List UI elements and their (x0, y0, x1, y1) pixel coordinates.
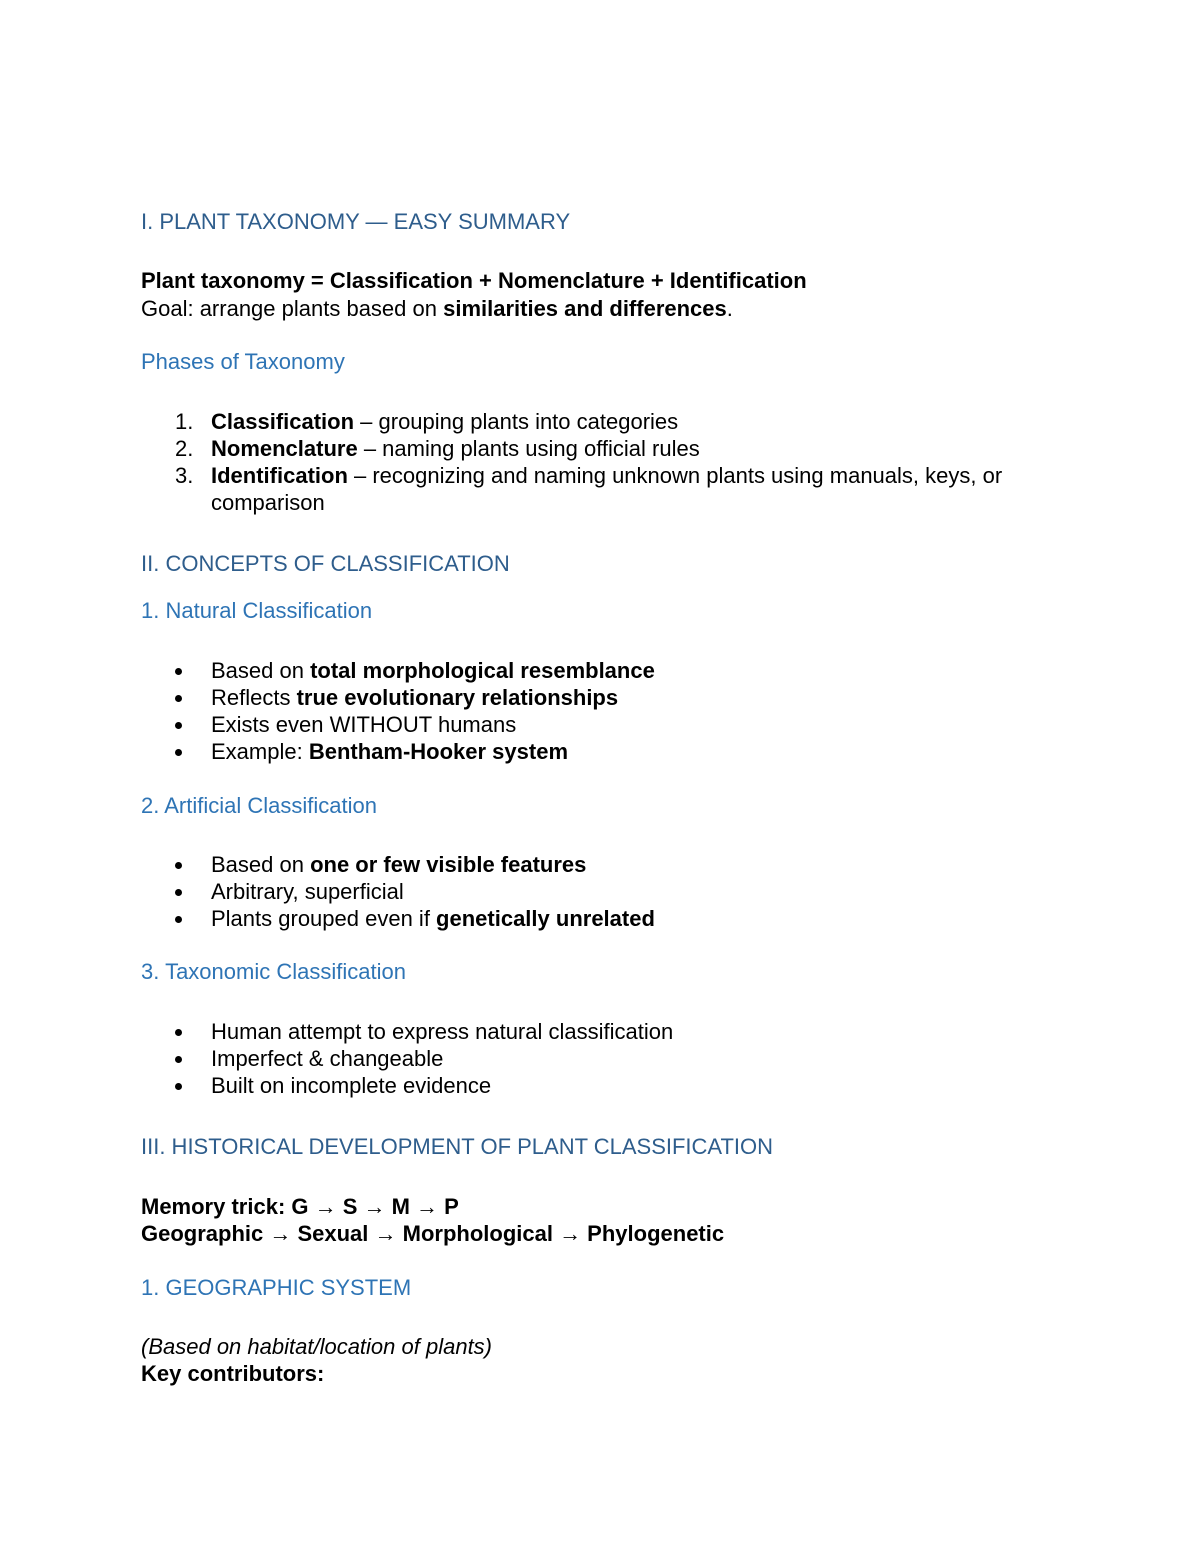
item-bold: Bentham-Hooker system (308, 739, 569, 764)
section-heading-historical: III. HISTORICAL DEVELOPMENT OF PLANT CLASSIFICATION (141, 1134, 774, 1159)
natural-classification-heading: 1. Natural Classification (141, 598, 373, 623)
artificial-list (141, 851, 1061, 932)
goal-line (141, 295, 733, 322)
geographic-note: (Based on habitat/location of plants) (141, 1334, 493, 1359)
list-item (141, 657, 1061, 684)
list-item (141, 878, 1061, 905)
bullet-icon (175, 862, 182, 869)
item-bold: true evolutionary relationships (296, 685, 619, 710)
item-bold: one or few visible features (310, 852, 587, 877)
item-text: Plants grouped even if (211, 906, 437, 931)
item-text: Reflects (211, 685, 297, 710)
phase-desc: – naming plants using official rules (357, 436, 700, 461)
section-heading-plant-taxonomy: I. PLANT TAXONOMY — EASY SUMMARY (141, 209, 571, 234)
item-text: Example: (211, 739, 309, 764)
item-text: Based on (211, 852, 311, 877)
geographic-system-heading: 1. GEOGRAPHIC SYSTEM (141, 1275, 412, 1300)
bullet-icon (175, 668, 182, 675)
phase-desc: – recognizing and naming unknown plants using manuals, keys, or comparison (211, 463, 1003, 515)
list-item (141, 905, 1061, 932)
item-text: Imperfect & changeable (211, 1046, 444, 1071)
bullet-icon (175, 722, 182, 729)
phase-desc: – grouping plants into categories (354, 409, 679, 434)
item-text: Based on (211, 658, 311, 683)
bullet-icon (175, 1029, 182, 1036)
goal-suffix: . (726, 296, 733, 321)
bullet-icon (175, 1083, 182, 1090)
list-number: 1. (175, 409, 194, 434)
memory-trick: Memory trick: G → S → M → P (141, 1194, 459, 1219)
bullet-icon (175, 1056, 182, 1063)
phase-term: Identification (211, 463, 348, 488)
taxonomic-list (141, 1018, 1061, 1099)
list-item (141, 738, 1061, 765)
phases-list (141, 408, 1061, 516)
bullet-icon (175, 749, 182, 756)
list-item (141, 711, 1061, 738)
item-bold: genetically unrelated (436, 906, 655, 931)
list-number: 3. (175, 463, 194, 488)
goal-prefix: Goal: arrange plants based on (141, 296, 444, 321)
list-item (141, 684, 1061, 711)
list-item (141, 1018, 1061, 1045)
list-item (141, 408, 1061, 435)
item-text: Built on incomplete evidence (211, 1073, 492, 1098)
phase-term: Nomenclature (211, 436, 358, 461)
item-text: Exists even WITHOUT humans (211, 712, 517, 737)
item-text: Human attempt to express natural classification (211, 1019, 674, 1044)
list-item (141, 1045, 1061, 1072)
phase-term: Classification (211, 409, 355, 434)
taxonomic-classification-heading: 3. Taxonomic Classification (141, 959, 406, 984)
goal-bold: similarities and differences (443, 296, 727, 321)
item-text: Arbitrary, superficial (211, 879, 404, 904)
section-heading-concepts: II. CONCEPTS OF CLASSIFICATION (141, 551, 510, 576)
natural-list (141, 657, 1061, 765)
phases-heading: Phases of Taxonomy (141, 349, 345, 374)
list-item (141, 851, 1061, 878)
list-item (141, 462, 1061, 516)
artificial-classification-heading: 2. Artificial Classification (141, 793, 377, 818)
memory-expansion: Geographic → Sexual → Morphological → Phylogenetic (141, 1221, 725, 1246)
list-item (141, 435, 1061, 462)
bullet-icon (175, 889, 182, 896)
bullet-icon (175, 695, 182, 702)
list-number: 2. (175, 436, 194, 461)
key-contributors-label: Key contributors: (141, 1361, 325, 1386)
list-item (141, 1072, 1061, 1099)
bullet-icon (175, 916, 182, 923)
taxonomy-definition: Plant taxonomy = Classification + Nomenclature + Identification (141, 268, 807, 293)
item-bold: total morphological resemblance (310, 658, 655, 683)
